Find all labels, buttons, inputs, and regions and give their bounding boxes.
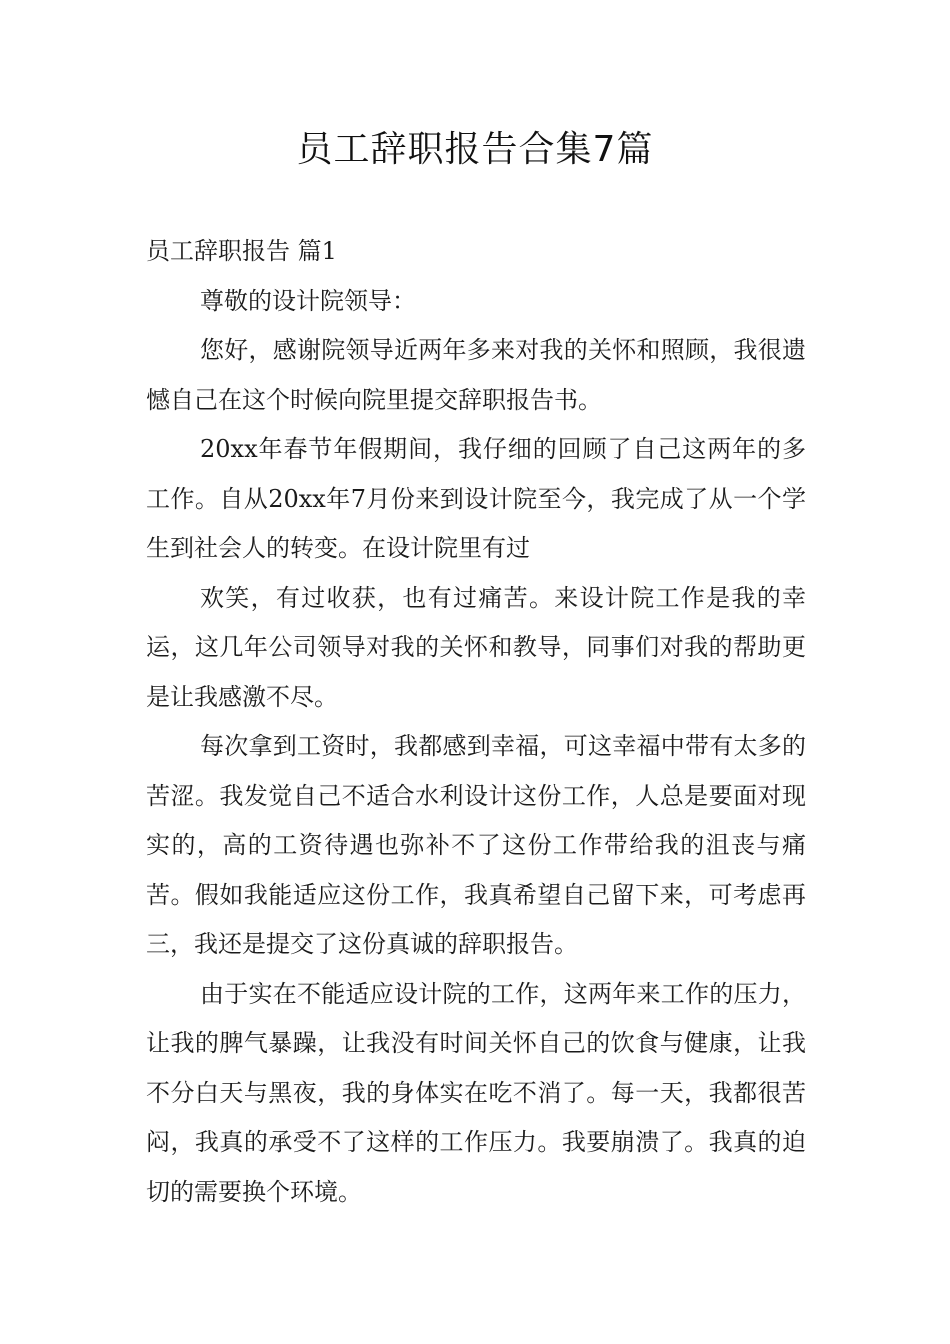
body-paragraph: 每次拿到工资时，我都感到幸福，可这幸福中带有太多的苦涩。我发觉自己不适合水利设计这份工作，人总是要面对现实的，高的工资待遇也弥补不了这份工作带给我的沮丧与痛苦。假如我能适应这份工作，我真希望自己留下来，可考虑再三，我还是提交了这份真诚的辞职报告。 (146, 732, 806, 958)
section-heading: 员工辞职报告 篇1 (146, 237, 337, 265)
body-paragraph: 20xx年春节年假期间，我仔细的回顾了自己这两年的多工作。自从20xx年7月份来到设计院至今，我完成了从一个学生到社会人的转变。在设计院里有过 (146, 435, 806, 562)
body-paragraph: 您好，感谢院领导近两年多来对我的关怀和照顾，我很遗憾自己在这个时候向院里提交辞职报告书。 (146, 336, 806, 414)
salutation-paragraph: 尊敬的设计院领导： (200, 286, 416, 315)
document-body (146, 227, 806, 1217)
body-paragraph: 由于实在不能适应设计院的工作，这两年来工作的压力，让我的脾气暴躁，让我没有时间关怀自己的饮食与健康，让我不分白天与黑夜，我的身体实在吃不消了。每一天，我都很苦闷，我真的承受不了这样的工作压力。我要崩溃了。我真的迫切的需要换个环境。 (146, 979, 806, 1206)
document-title: 员工辞职报告合集7篇 (296, 129, 654, 170)
body-paragraph: 欢笑，有过收获，也有过痛苦。来设计院工作是我的幸运，这几年公司领导对我的关怀和教导，同事们对我的帮助更是让我感激不尽。 (146, 583, 806, 711)
